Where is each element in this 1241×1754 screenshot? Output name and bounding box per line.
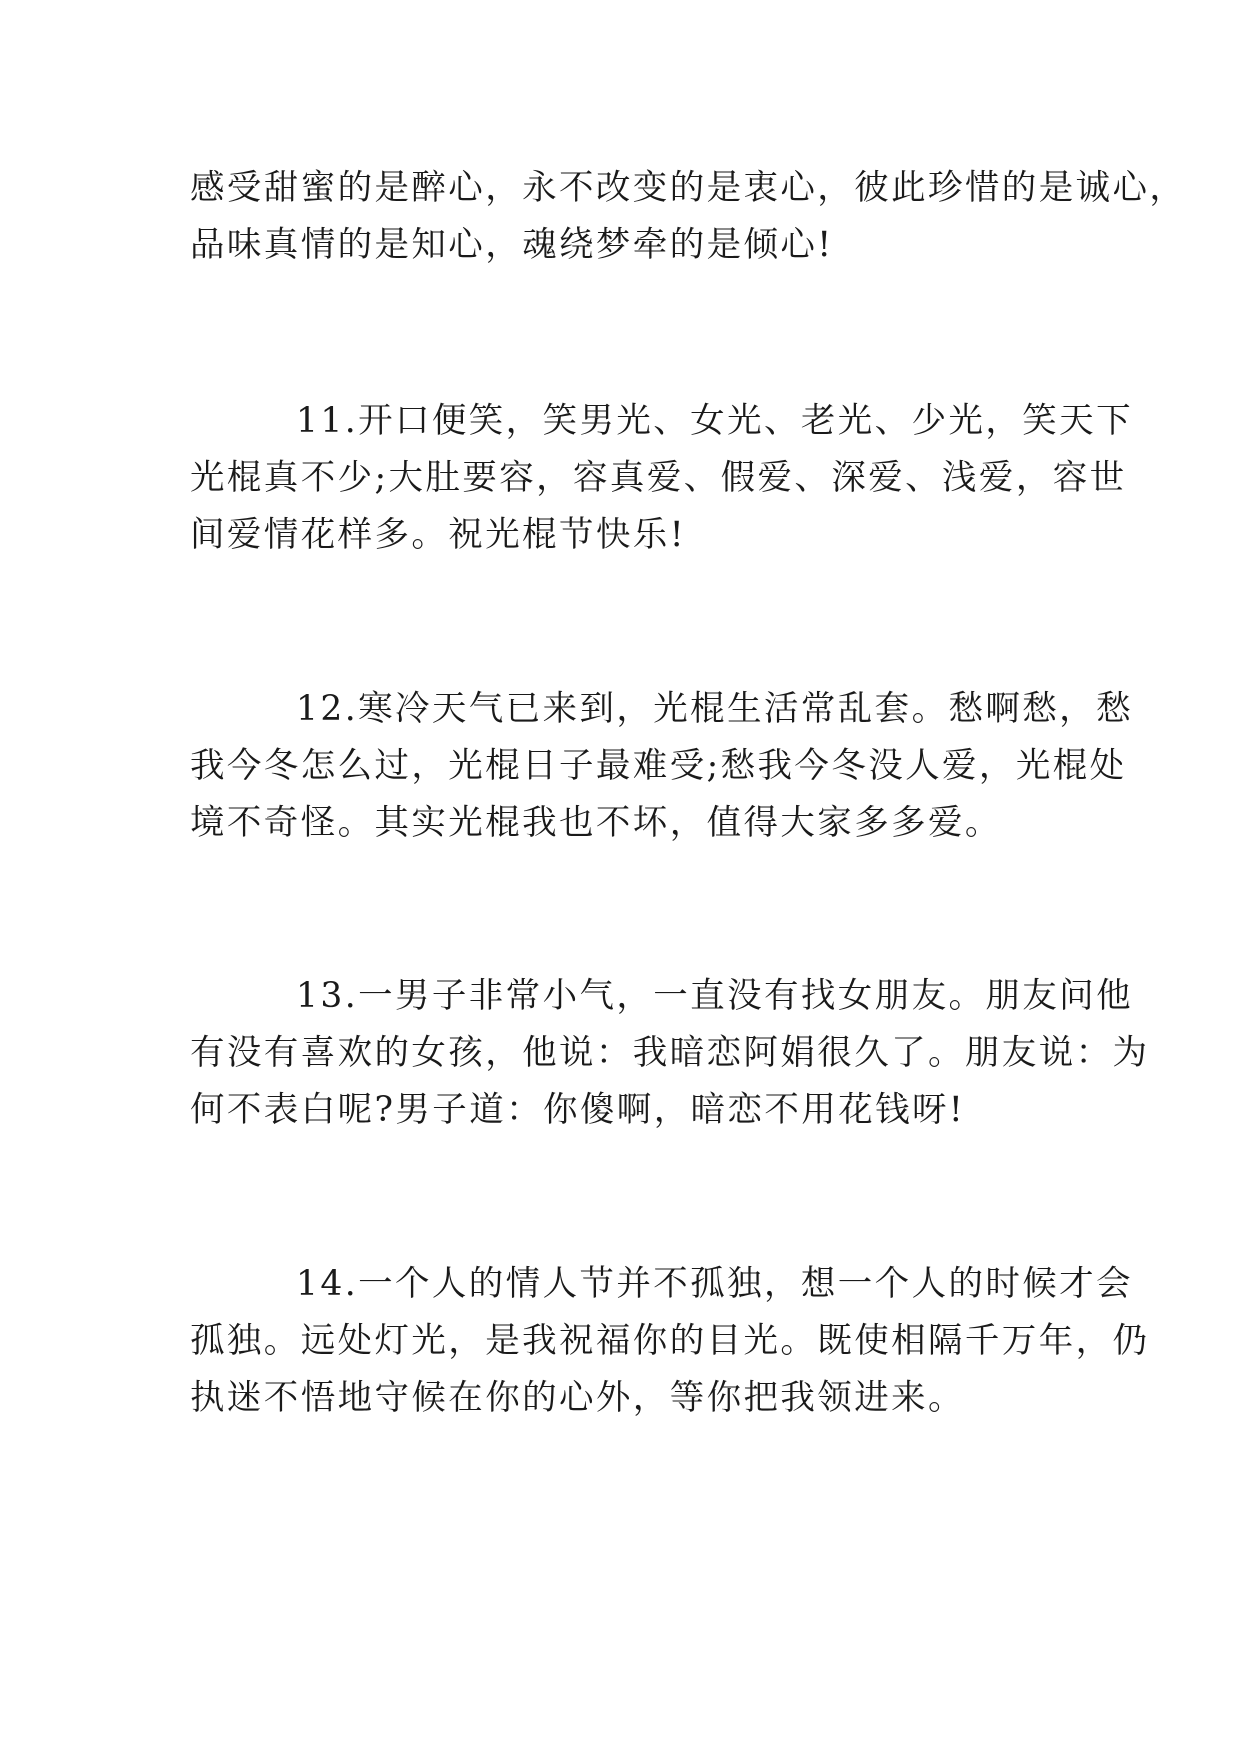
text-line: 我今冬怎么过，光棍日子最难受;愁我今冬没人爱，光棍处 xyxy=(190,746,1127,786)
text-line: 孤独。远处灯光，是我祝福你的目光。既使相隔千万年，仍 xyxy=(190,1321,1150,1361)
paragraph-item-12 xyxy=(190,681,1133,852)
paragraph-item-14 xyxy=(190,1256,1150,1427)
text-line: 感受甜蜜的是醉心，永不改变的是衷心，彼此珍惜的是诚心， xyxy=(190,168,1187,208)
paragraph-item-11 xyxy=(190,393,1133,564)
text-line: 光棍真不少;大肚要容，容真爱、假爱、深爱、浅爱，容世 xyxy=(190,458,1127,498)
text-line: 14.一个人的情人节并不孤独，想一个人的时候才会 xyxy=(296,1264,1133,1304)
paragraph-intro xyxy=(190,160,1187,274)
text-line: 境不奇怪。其实光棍我也不坏，值得大家多多爱。 xyxy=(190,803,1002,843)
text-line: 何不表白呢?男子道：你傻啊，暗恋不用花钱呀! xyxy=(190,1090,966,1130)
text-line: 品味真情的是知心，魂绕梦牵的是倾心! xyxy=(190,225,834,265)
text-line: 12.寒冷天气已来到，光棍生活常乱套。愁啊愁，愁 xyxy=(296,689,1133,729)
text-line: 13.一男子非常小气，一直没有找女朋友。朋友问他 xyxy=(296,976,1133,1016)
text-line: 11.开口便笑，笑男光、女光、老光、少光，笑天下 xyxy=(296,401,1133,441)
text-line: 执迷不悟地守候在你的心外，等你把我领进来。 xyxy=(190,1378,965,1418)
paragraph-item-13 xyxy=(190,968,1150,1139)
text-line: 有没有喜欢的女孩，他说：我暗恋阿娟很久了。朋友说：为 xyxy=(190,1033,1150,1073)
text-line: 间爱情花样多。祝光棍节快乐! xyxy=(190,515,686,555)
